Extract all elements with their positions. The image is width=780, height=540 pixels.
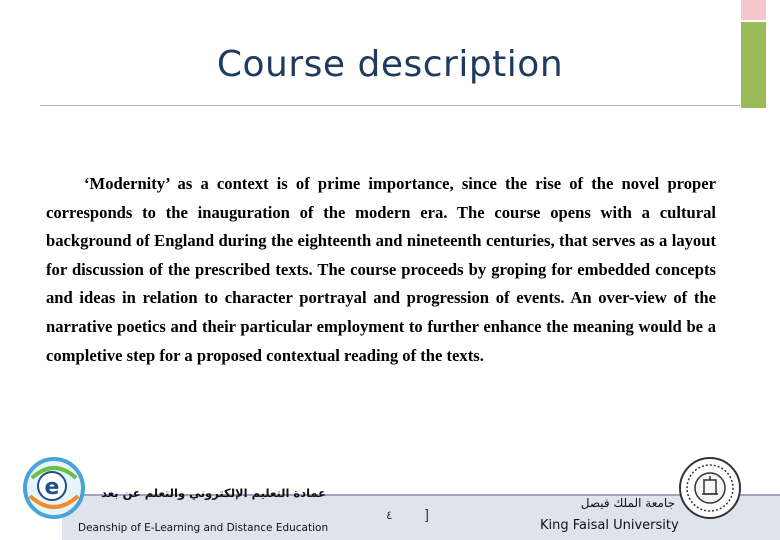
university-seal-icon	[678, 456, 742, 520]
page-bracket: ]	[425, 506, 429, 522]
course-description-text: ‘Modernity’ as a context is of prime importance, since the rise of the novel proper corresponds to the inauguration of the modern era. The course opens with a cultural background of England during the eighteenth and nineteenth centuries, that serves as a layout for discussion of the prescribed texts. The course proceeds by groping for embedded concepts and ideas in relation to character portrayal and progression of events. An over-view of the narrative poetics and their particular employment to further enhance the meaning would be a completive step for a proposed contextual reading of the texts.	[46, 174, 716, 365]
elearning-logo-icon	[22, 456, 86, 520]
title-divider	[40, 105, 740, 106]
university-english-label: King Faisal University	[540, 518, 679, 533]
deanship-english-label: Deanship of E-Learning and Distance Education	[78, 522, 329, 534]
deanship-arabic-label: عمادة التعليم الإلكتروني والتعلم عن بعد	[101, 486, 326, 500]
corner-accent-pink	[741, 0, 766, 20]
elearning-logo-letter: e	[44, 475, 60, 500]
university-arabic-label: جامعة الملك فيصل	[580, 496, 675, 510]
slide-title: Course description	[216, 44, 564, 85]
page-number: ‏٤	[386, 508, 393, 522]
